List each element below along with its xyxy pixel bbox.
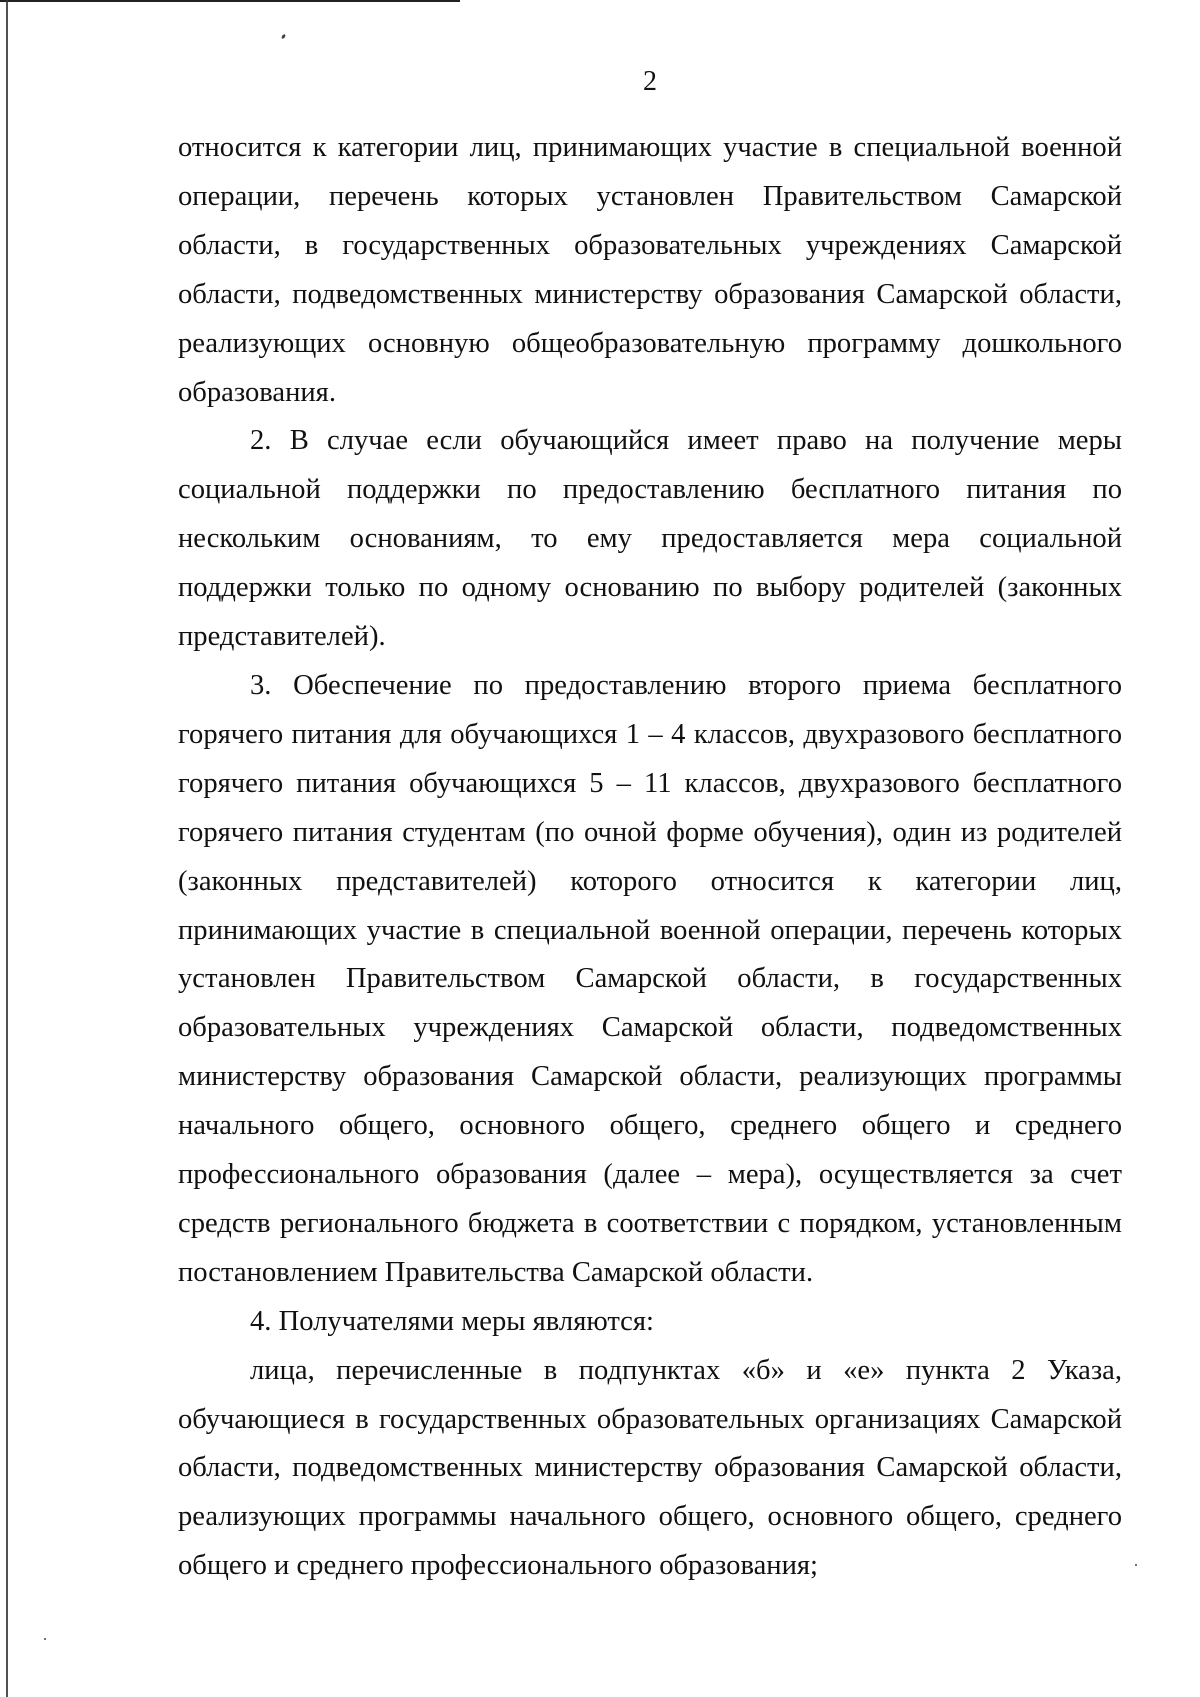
scan-speck: [44, 1638, 46, 1640]
paragraph-item-3: 3. Обеспечение по предоставлению второго приема бесплатного горячего питания для обучающихся 1 – 4 классов, двухразового бесплатного горячего питания обучающихся 5 – 11 классов, двухразового бесплатного горячего питания студентам (по очной форме обучения), один из родителей (законных представителей) которого относится к категории лиц, принимающих участие в специальной военной операции, перечень которых установлен Правительством Самарской области, в государственных образовательных учреждениях Самарской области, подведомственных министерству образования Самарской области, реализующих программы начального общего, основного общего, среднего общего и среднего профессионального образования (далее – мера), осуществляется за счет средств регионального бюджета в соответствии с порядком, установленным постановлением Правительства Самарской области.: [178, 669, 1122, 1288]
paragraph-recipients: лица, перечисленные в подпунктах «б» и «е» пункта 2 Указа, обучающиеся в государственных образовательных организациях Самарской области, подведомственных министерству образования Самарской области, реализующих программы начального общего, основного общего, среднего общего и среднего профессионального образования;: [178, 1354, 1122, 1582]
page-number: 2: [643, 66, 657, 97]
paragraph-item-2: 2. В случае если обучающийся имеет право на получение меры социальной поддержки по предоставлению бесплатного питания по нескольким основаниям, то ему предоставляется мера социальной поддержки только по одному основанию по выбору родителей (законных представителей).: [178, 425, 1122, 653]
paragraph-continuation: относится к категории лиц, принимающих участие в специальной военной операции, перечень которых установлен Правительством Самарской области, в государственных образовательных учреждениях Самарской области, подведомственных министерству образования Самарской области, реализующих основную общеобразовательную программу дошкольного образования.: [178, 132, 1122, 408]
scan-edge-top: [0, 0, 460, 2]
document-body: [178, 124, 1122, 1591]
paragraph-item-4: 4. Получателями меры являются:: [250, 1305, 654, 1337]
scan-edge-left: [6, 0, 8, 1697]
scan-speck: [1135, 1564, 1137, 1566]
scan-speck: [281, 34, 286, 40]
